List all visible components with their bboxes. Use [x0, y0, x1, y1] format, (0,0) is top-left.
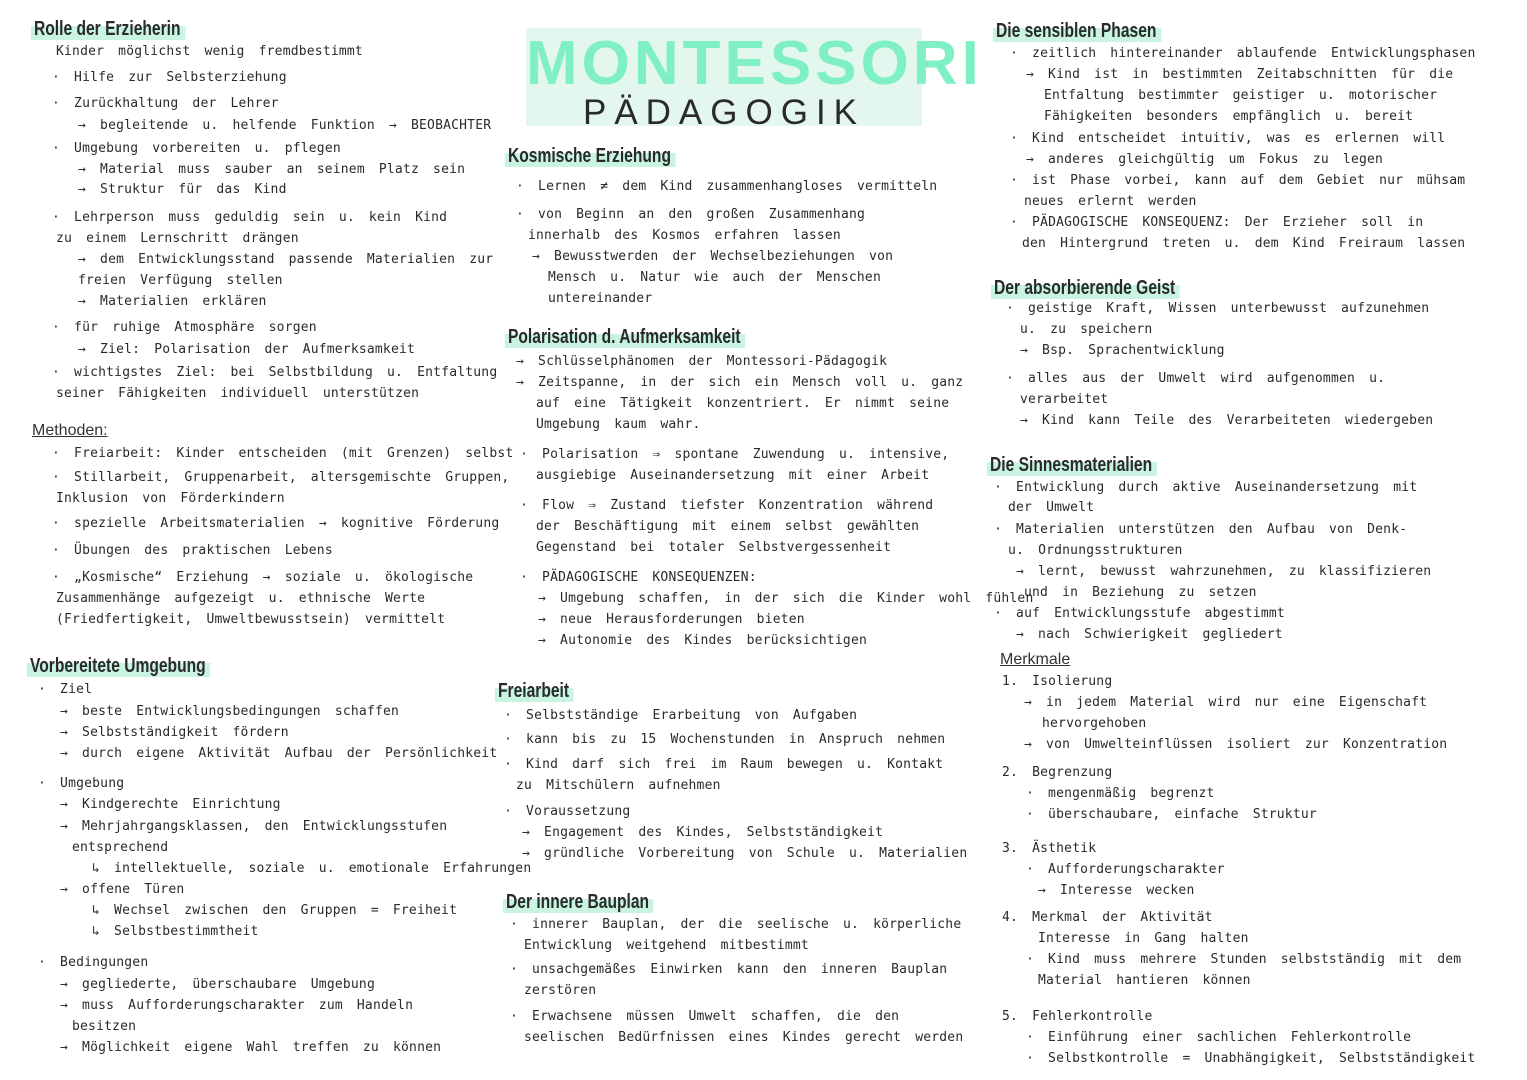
note-line: · geistige Kraft, Wissen unterbewusst aufzunehmen — [1006, 301, 1430, 316]
note-line: → anderes gleichgültig um Fokus zu legen — [1026, 152, 1384, 167]
note-line: → begleitende u. helfende Funktion → BEOBACHTER — [78, 118, 492, 133]
note-line: verarbeitet — [1020, 392, 1109, 407]
note-line: neues erlernt werden — [1024, 194, 1197, 209]
note-line: · Kind darf sich frei im Raum bewegen u. Kontakt — [504, 757, 944, 772]
note-line: → lernt, bewusst wahrzunehmen, zu klassifizieren — [1016, 564, 1432, 579]
note-line: → Interesse wecken — [1038, 883, 1195, 898]
note-line: · überschaubare, einfache Struktur — [1026, 807, 1317, 822]
note-line: → nach Schwierigkeit gegliedert — [1016, 627, 1283, 642]
note-line: Mensch u. Natur wie auch der Menschen — [548, 270, 881, 285]
note-line: · Selbstkontrolle = Unabhängigkeit, Selbstständigkeit — [1026, 1051, 1476, 1066]
note-line: · Voraussetzung — [504, 804, 631, 819]
note-line: u. zu speichern — [1020, 322, 1153, 337]
note-line: · auf Entwicklungsstufe abgestimmt — [994, 606, 1285, 621]
section-heading: Polarisation d. Aufmerksamkeit — [508, 326, 741, 348]
note-line: · mengenmäßig begrenzt — [1026, 786, 1215, 801]
note-line: und in Beziehung zu setzen — [1024, 585, 1257, 600]
note-line: → Kind kann Teile des Verarbeiteten wiedergeben — [1020, 413, 1434, 428]
note-line: (Friedfertigkeit, Umweltbewusstsein) vermittelt — [56, 612, 446, 627]
note-line: innerhalb des Kosmos erfahren lassen — [528, 228, 841, 243]
note-line: → Material muss sauber an seinem Platz sein — [78, 162, 466, 177]
note-line: · von Beginn an den großen Zusammenhang — [516, 207, 866, 222]
section-heading: Vorbereitete Umgebung — [30, 655, 206, 677]
note-line: → Kind ist in bestimmten Zeitabschnitten für die — [1026, 67, 1454, 82]
note-line: 2. Begrenzung — [1002, 765, 1113, 780]
note-line: · Lehrperson muss geduldig sein u. kein Kind — [52, 210, 448, 225]
note-line: auf eine Tätigkeit konzentriert. Er nimmt seine — [536, 396, 950, 411]
note-line: zu einem Lernschritt drängen — [56, 231, 299, 246]
note-line: Inklusion von Förderkindern — [56, 491, 285, 506]
note-line: · kann bis zu 15 Wochenstunden in Anspruch nehmen — [504, 732, 946, 747]
note-line: u. Ordnungsstrukturen — [1008, 543, 1183, 558]
note-line: · Hilfe zur Selbsterziehung — [52, 70, 287, 85]
note-line: freien Verfügung stellen — [78, 273, 283, 288]
note-line: Gegenstand bei totaler Selbstvergessenheit — [536, 540, 892, 555]
note-line: · Kind muss mehrere Stunden selbstständig mit dem — [1026, 952, 1462, 967]
note-line: seiner Fähigkeiten individuell unterstützen — [56, 386, 420, 401]
note-line: Entfaltung bestimmter geistiger u. motorischer — [1044, 88, 1438, 103]
section-heading: Der innere Bauplan — [506, 891, 650, 913]
note-line: → gegliederte, überschaubare Umgebung — [60, 977, 375, 992]
section-heading: Die sensiblen Phasen — [996, 20, 1157, 42]
note-line: → Materialien erklären — [78, 294, 267, 309]
note-line: untereinander — [548, 291, 653, 306]
note-line: → muss Aufforderungscharakter zum Handeln — [60, 998, 414, 1013]
note-line: → Engagement des Kindes, Selbstständigkeit — [522, 825, 884, 840]
note-line: → Umgebung schaffen, in der sich die Kinder wohl fühlen — [538, 591, 1034, 606]
note-line: · Stillarbeit, Gruppenarbeit, altersgemischte Gruppen, — [52, 470, 510, 485]
note-line: · Polarisation ⇒ spontane Zuwendung u. intensive, — [520, 447, 950, 462]
note-line: → Bewusstwerden der Wechselbeziehungen von — [532, 249, 894, 264]
note-line: → Kindgerechte Einrichtung — [60, 797, 281, 812]
note-line: · Selbstständige Erarbeitung von Aufgaben — [504, 708, 858, 723]
note-line: → Zeitspanne, in der sich ein Mensch voll u. ganz — [516, 375, 964, 390]
note-line: 4. Merkmal der Aktivität — [1002, 910, 1213, 925]
note-line: → neue Herausforderungen bieten — [538, 612, 805, 627]
note-line: entsprechend — [72, 840, 169, 855]
note-line: · Kind entscheidet intuitiv, was es erlernen will — [1010, 131, 1446, 146]
note-line: → von Umwelteinflüssen isoliert zur Konzentration — [1024, 737, 1448, 752]
note-line: · ist Phase vorbei, kann auf dem Gebiet nur mühsam — [1010, 173, 1466, 188]
note-line: → Selbstständigkeit fördern — [60, 725, 289, 740]
note-line: · unsachgemäßes Einwirken kann den inneren Bauplan — [510, 962, 948, 977]
note-line: · „Kosmische“ Erziehung → soziale u. ökologische — [52, 570, 474, 585]
note-line: den Hintergrund treten u. dem Kind Freiraum lassen — [1022, 236, 1466, 251]
section-heading: Die Sinnesmaterialien — [990, 454, 1153, 476]
note-line: zu Mitschülern aufnehmen — [516, 778, 721, 793]
note-line: Interesse in Gang halten — [1038, 931, 1249, 946]
note-line: · wichtigstes Ziel: bei Selbstbildung u. Entfaltung — [52, 365, 498, 380]
note-line: Kinder möglichst wenig fremdbestimmt — [56, 44, 363, 59]
note-line: → Schlüsselphänomen der Montessori-Pädagogik — [516, 354, 888, 369]
note-line: · alles aus der Umwelt wird aufgenommen u. — [1006, 371, 1386, 386]
note-line: · Einführung einer sachlichen Fehlerkontrolle — [1026, 1030, 1412, 1045]
note-line: · Umgebung vorbereiten u. pflegen — [52, 141, 341, 156]
note-line: → Autonomie des Kindes berücksichtigen — [538, 633, 868, 648]
note-line: Material hantieren können — [1038, 973, 1251, 988]
note-line: · Flow ⇒ Zustand tiefster Konzentration während — [520, 498, 934, 513]
note-line: ausgiebige Auseinandersetzung mit einer Arbeit — [536, 468, 930, 483]
note-line: Fähigkeiten besonders empfänglich u. bereit — [1044, 109, 1414, 124]
note-line: 3. Ästhetik — [1002, 841, 1097, 856]
note-line: zerstören — [524, 983, 597, 998]
section-heading: Der absorbierende Geist — [994, 277, 1176, 299]
subheading: Merkmale — [1000, 651, 1071, 668]
section-heading: Kosmische Erziehung — [508, 145, 671, 167]
page-title: MONTESSORI — [526, 29, 983, 98]
note-line: Umgebung kaum wahr. — [536, 417, 701, 432]
note-line: → offene Türen — [60, 882, 185, 897]
note-line: → beste Entwicklungsbedingungen schaffen — [60, 704, 400, 719]
note-line: · Freiarbeit: Kinder entscheiden (mit Grenzen) selbst — [52, 446, 514, 461]
note-line: · Lernen ≠ dem Kind zusammenhangloses vermitteln — [516, 179, 938, 194]
note-line: → Struktur für das Kind — [78, 182, 287, 197]
subheading: Methoden: — [32, 422, 108, 439]
note-line: der Beschäftigung mit einem selbst gewählten — [536, 519, 920, 534]
note-line: ↳ intellektuelle, soziale u. emotionale Erfahrungen — [92, 861, 532, 876]
note-line: ↳ Selbstbestimmtheit — [92, 924, 259, 939]
note-line: · Erwachsene müssen Umwelt schaffen, die den — [510, 1009, 900, 1024]
note-line: · Aufforderungscharakter — [1026, 862, 1225, 877]
note-line: · für ruhige Atmosphäre sorgen — [52, 320, 317, 335]
section-heading: Rolle der Erzieherin — [34, 18, 181, 40]
title-banner — [526, 28, 983, 132]
note-line: Entwicklung weitgehend mitbestimmt — [524, 938, 809, 953]
note-line: → Ziel: Polarisation der Aufmerksamkeit — [78, 342, 416, 357]
note-line: · Bedingungen — [38, 955, 149, 970]
note-line: → in jedem Material wird nur eine Eigenschaft — [1024, 695, 1428, 710]
note-line: · Übungen des praktischen Lebens — [52, 543, 333, 558]
note-line: → Mehrjahrgangsklassen, den Entwicklungsstufen — [60, 819, 448, 834]
note-line: · PÄDAGOGISCHE KONSEQUENZ: Der Erzieher soll in — [1010, 215, 1424, 230]
note-line: · Materialien unterstützen den Aufbau von Denk- — [994, 522, 1408, 537]
note-line: · innerer Bauplan, der die seelische u. körperliche — [510, 917, 962, 932]
note-line: seelischen Bedürfnissen eines Kindes gerecht werden — [524, 1030, 964, 1045]
note-line: · zeitlich hintereinander ablaufende Entwicklungsphasen — [1010, 46, 1476, 61]
note-line: ↳ Wechsel zwischen den Gruppen = Freiheit — [92, 903, 458, 918]
note-line: · Entwicklung durch aktive Auseinandersetzung mit — [994, 480, 1418, 495]
note-line: · spezielle Arbeitsmaterialien → kognitive Förderung — [52, 516, 500, 531]
note-line: → dem Entwicklungsstand passende Materialien zur — [78, 252, 494, 267]
note-line: Zusammenhänge aufgezeigt u. ethnische Werte — [56, 591, 426, 606]
note-line: · Ziel — [38, 682, 93, 697]
note-line: → durch eigene Aktivität Aufbau der Persönlichkeit — [60, 746, 498, 761]
note-line: 5. Fehlerkontrolle — [1002, 1009, 1153, 1024]
note-line: hervorgehoben — [1042, 716, 1147, 731]
section-heading: Freiarbeit — [498, 680, 570, 702]
note-line: 1. Isolierung — [1002, 674, 1113, 689]
note-line: → gründliche Vorbereitung von Schule u. Materialien — [522, 846, 968, 861]
note-line: · Umgebung — [38, 776, 125, 791]
note-line: · PÄDAGOGISCHE KONSEQUENZEN: — [520, 570, 757, 585]
note-line: → Bsp. Sprachentwicklung — [1020, 343, 1225, 358]
note-line: besitzen — [72, 1019, 137, 1034]
note-line: · Zurückhaltung der Lehrer — [52, 96, 279, 111]
note-line: der Umwelt — [1008, 500, 1095, 515]
page-subtitle: PÄDAGOGIK — [582, 93, 866, 132]
note-line: → Möglichkeit eigene Wahl treffen zu können — [60, 1040, 442, 1055]
